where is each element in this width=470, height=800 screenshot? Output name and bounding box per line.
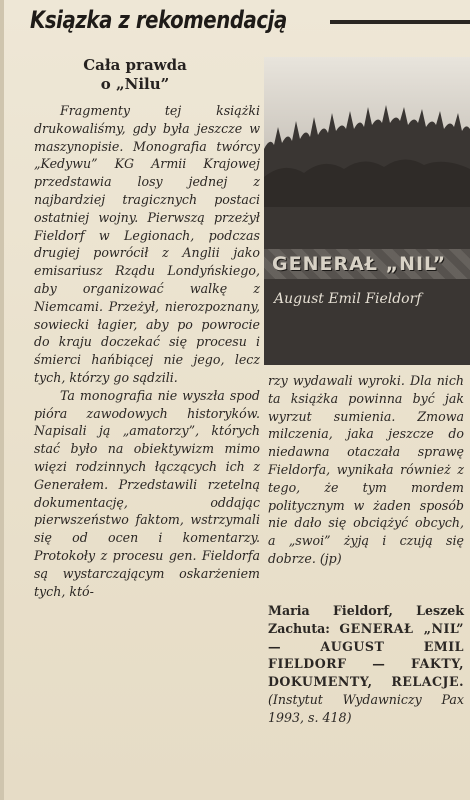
cover-title-text: GENERAŁ „NIL” [272,253,447,275]
headline-line-2: o „Nilu” [100,75,170,93]
section-masthead [30,6,460,36]
article-paragraph-2-continued: rzy wydawali wyroki. Dla nich ta książka powinna być jak wyrzut sumienia. Zmowa milczenia, jaka jeszcze do niedawna otaczała sprawę Fieldorfa, wynikała również z tego, że tym mordem politycznym w żaden sposób nie dało się obciążyć obcych, a „swoi” żyją i czują się dobrze. (jp) [268,373,464,566]
article-column-right [268,372,464,568]
article-paragraph-1: Fragmenty tej książki drukowaliśmy, gdy była jeszcze w maszynopisie. Monografia twórcy „Kedywu” KG Armii Krajowej przedstawia losy jednej z najbardziej tragicznych postaci ostatniej wojny. Pierwszą przeżył Fieldorf w Legionach, podczas drugiej powrócił z Anglii jako emisariusz Rządu Londyńskiego, aby organizować walkę z Niemcami. Przeżył, nierozpoznany, sowiecki łagier, aby po powrocie do kraju doczekać się procesu i śmierci hańbiącej nie jego, lecz tych, którzy go sądzili. [34,103,260,385]
credit-publisher: (Instytut Wydawniczy Pax 1993, s. 418) [268,691,464,725]
article-headline [40,56,230,94]
crowd-silhouette-graphic [264,57,470,207]
masthead-rule [330,20,470,24]
credit-book-title: GENERAŁ „NIL” — AUGUST EMIL FIELDORF — FAKTY, DOKUMENTY, RELACJE. [268,620,464,690]
book-cover-image [264,57,470,365]
cover-author-text: August Emil Fieldorf [274,291,422,307]
article-column-left [34,102,260,600]
article-paragraph-2: Ta monografia nie wyszła spod pióra zawodowych historyków. Napisali ją „amatorzy”, których stać było na obiektywizm mimo więzi rodzinnych łączących ich z Generałem. Przedstawili rzetelną dokumentację, oddając pierwszeństwo faktom, wstrzymali się od ocen i komentarzy. Protokoły z procesu gen. Fieldorfa są wystarczającym oskarżeniem tych, któ- [34,387,260,599]
book-credit [268,602,464,727]
credit-authors: Maria Fieldorf, Leszek Zachuta: [268,603,464,636]
headline-line-1: Cała prawda [83,56,187,74]
section-title: Ksiązka z rekomendacją [30,6,287,34]
